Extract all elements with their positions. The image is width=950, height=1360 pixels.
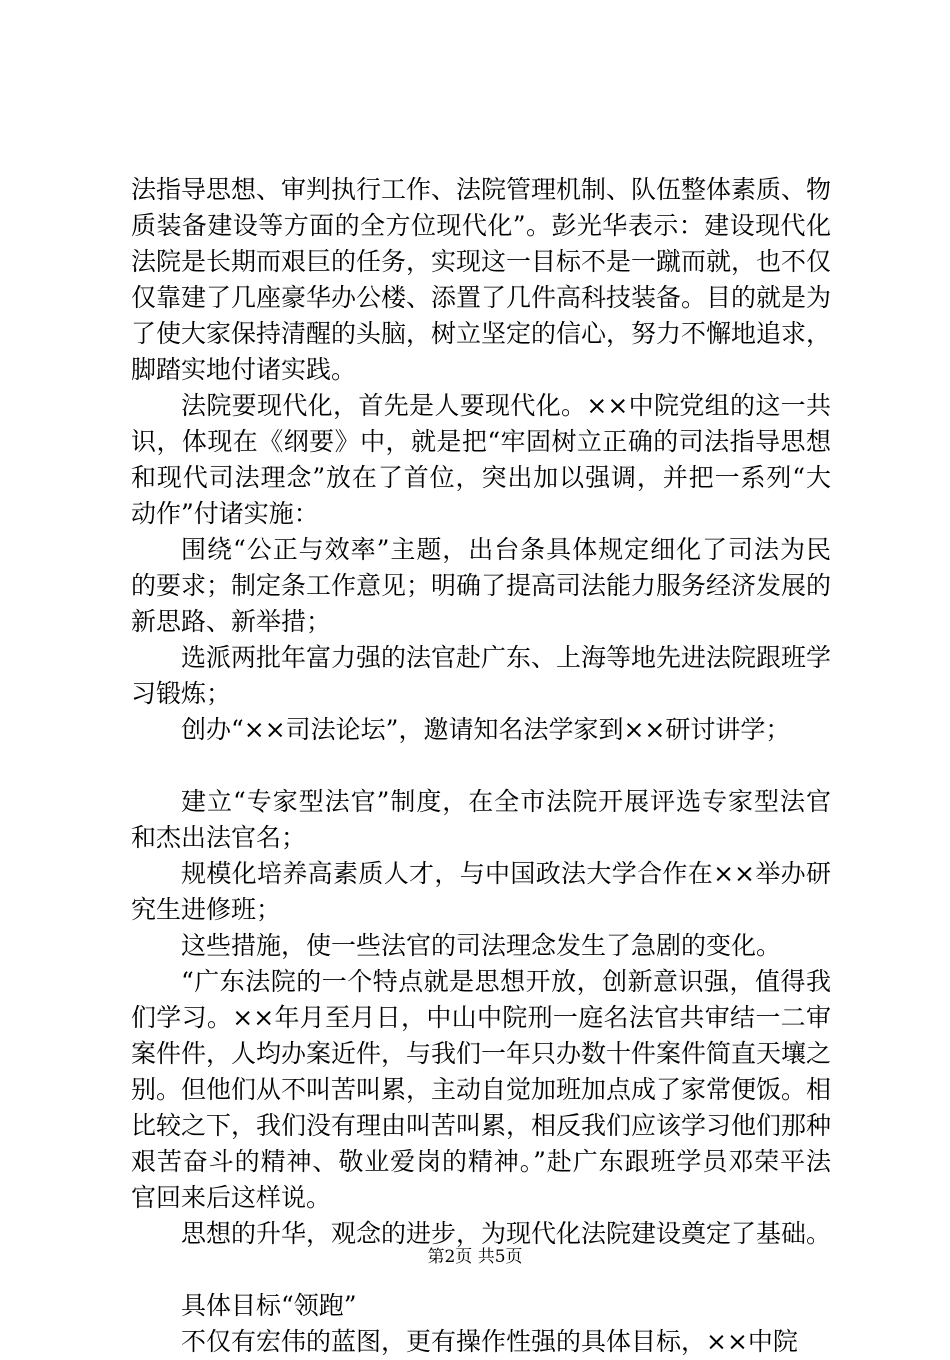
paragraph-2: 法院要现代化，首先是人要现代化。××中院党组的这一共识，体现在《纲要》中，就是把“牢固树立正确的司法指导思想和现代司法理念”放在了首位，突出加以强调，并把一系列“大动作”付诸实施： <box>131 391 831 528</box>
paragraph-8: 这些措施，使一些法官的司法理念发生了急剧的变化。 <box>181 931 782 960</box>
paragraph-7: 规模化培养高素质人才，与中国政法大学合作在××举办研究生进修班； <box>131 859 831 924</box>
page-footer: 第2页 共5页 <box>427 1247 523 1267</box>
paragraph-1: 法指导思想、审判执行工作、法院管理机制、队伍整体素质、物质装备建设等方面的全方位现代化”。彭光华表示：建设现代化法院是长期而艰巨的任务，实现这一目标不是一蹴而就，也不仅仅靠建了几座豪华办公楼、添置了几件高科技装备。目的就是为了使大家保持清醒的头脑，树立坚定的信心，努力不懈地追求，脚踏实地付诸实践。 <box>131 175 832 384</box>
paragraph-9: “广东法院的一个特点就是思想开放，创新意识强，值得我们学习。××年月至月日，中山中院刑一庭名法官共审结一二审案件件，人均办案近件，与我们一年只办数十件案件简直天壤之别。但他们从不叫苦叫累，主动自觉加班加点成了家常便饭。相比较之下，我们没有理由叫苦叫累，相反我们应该学习他们那种艰苦奋斗的精神、敬业爱岗的精神。”赴广东跟班学员邓荣平法官回来后这样说。 <box>131 967 832 1212</box>
section-heading: 具体目标“领跑” <box>181 1291 357 1320</box>
paragraph-3: 围绕“公正与效率”主题，出台条具体规定细化了司法为民的要求；制定条工作意见；明确了提高司法能力服务经济发展的新思路、新举措； <box>131 535 832 636</box>
paragraph-6: 建立“专家型法官”制度，在全市法院开展评选专家型法官和杰出法官名； <box>131 787 831 852</box>
paragraph-11: 不仅有宏伟的蓝图，更有操作性强的具体目标，××中院 <box>181 1327 798 1356</box>
document-body <box>131 172 831 1360</box>
blank-line <box>131 748 831 784</box>
paragraph-4: 选派两批年富力强的法官赴广东、上海等地先进法院跟班学习锻炼； <box>131 643 832 708</box>
paragraph-10: 思想的升华，观念的进步，为现代化法院建设奠定了基础。 <box>181 1219 832 1248</box>
paragraph-5: 创办“××司法论坛”，邀请知名法学家到××研讨讲学； <box>181 715 791 744</box>
